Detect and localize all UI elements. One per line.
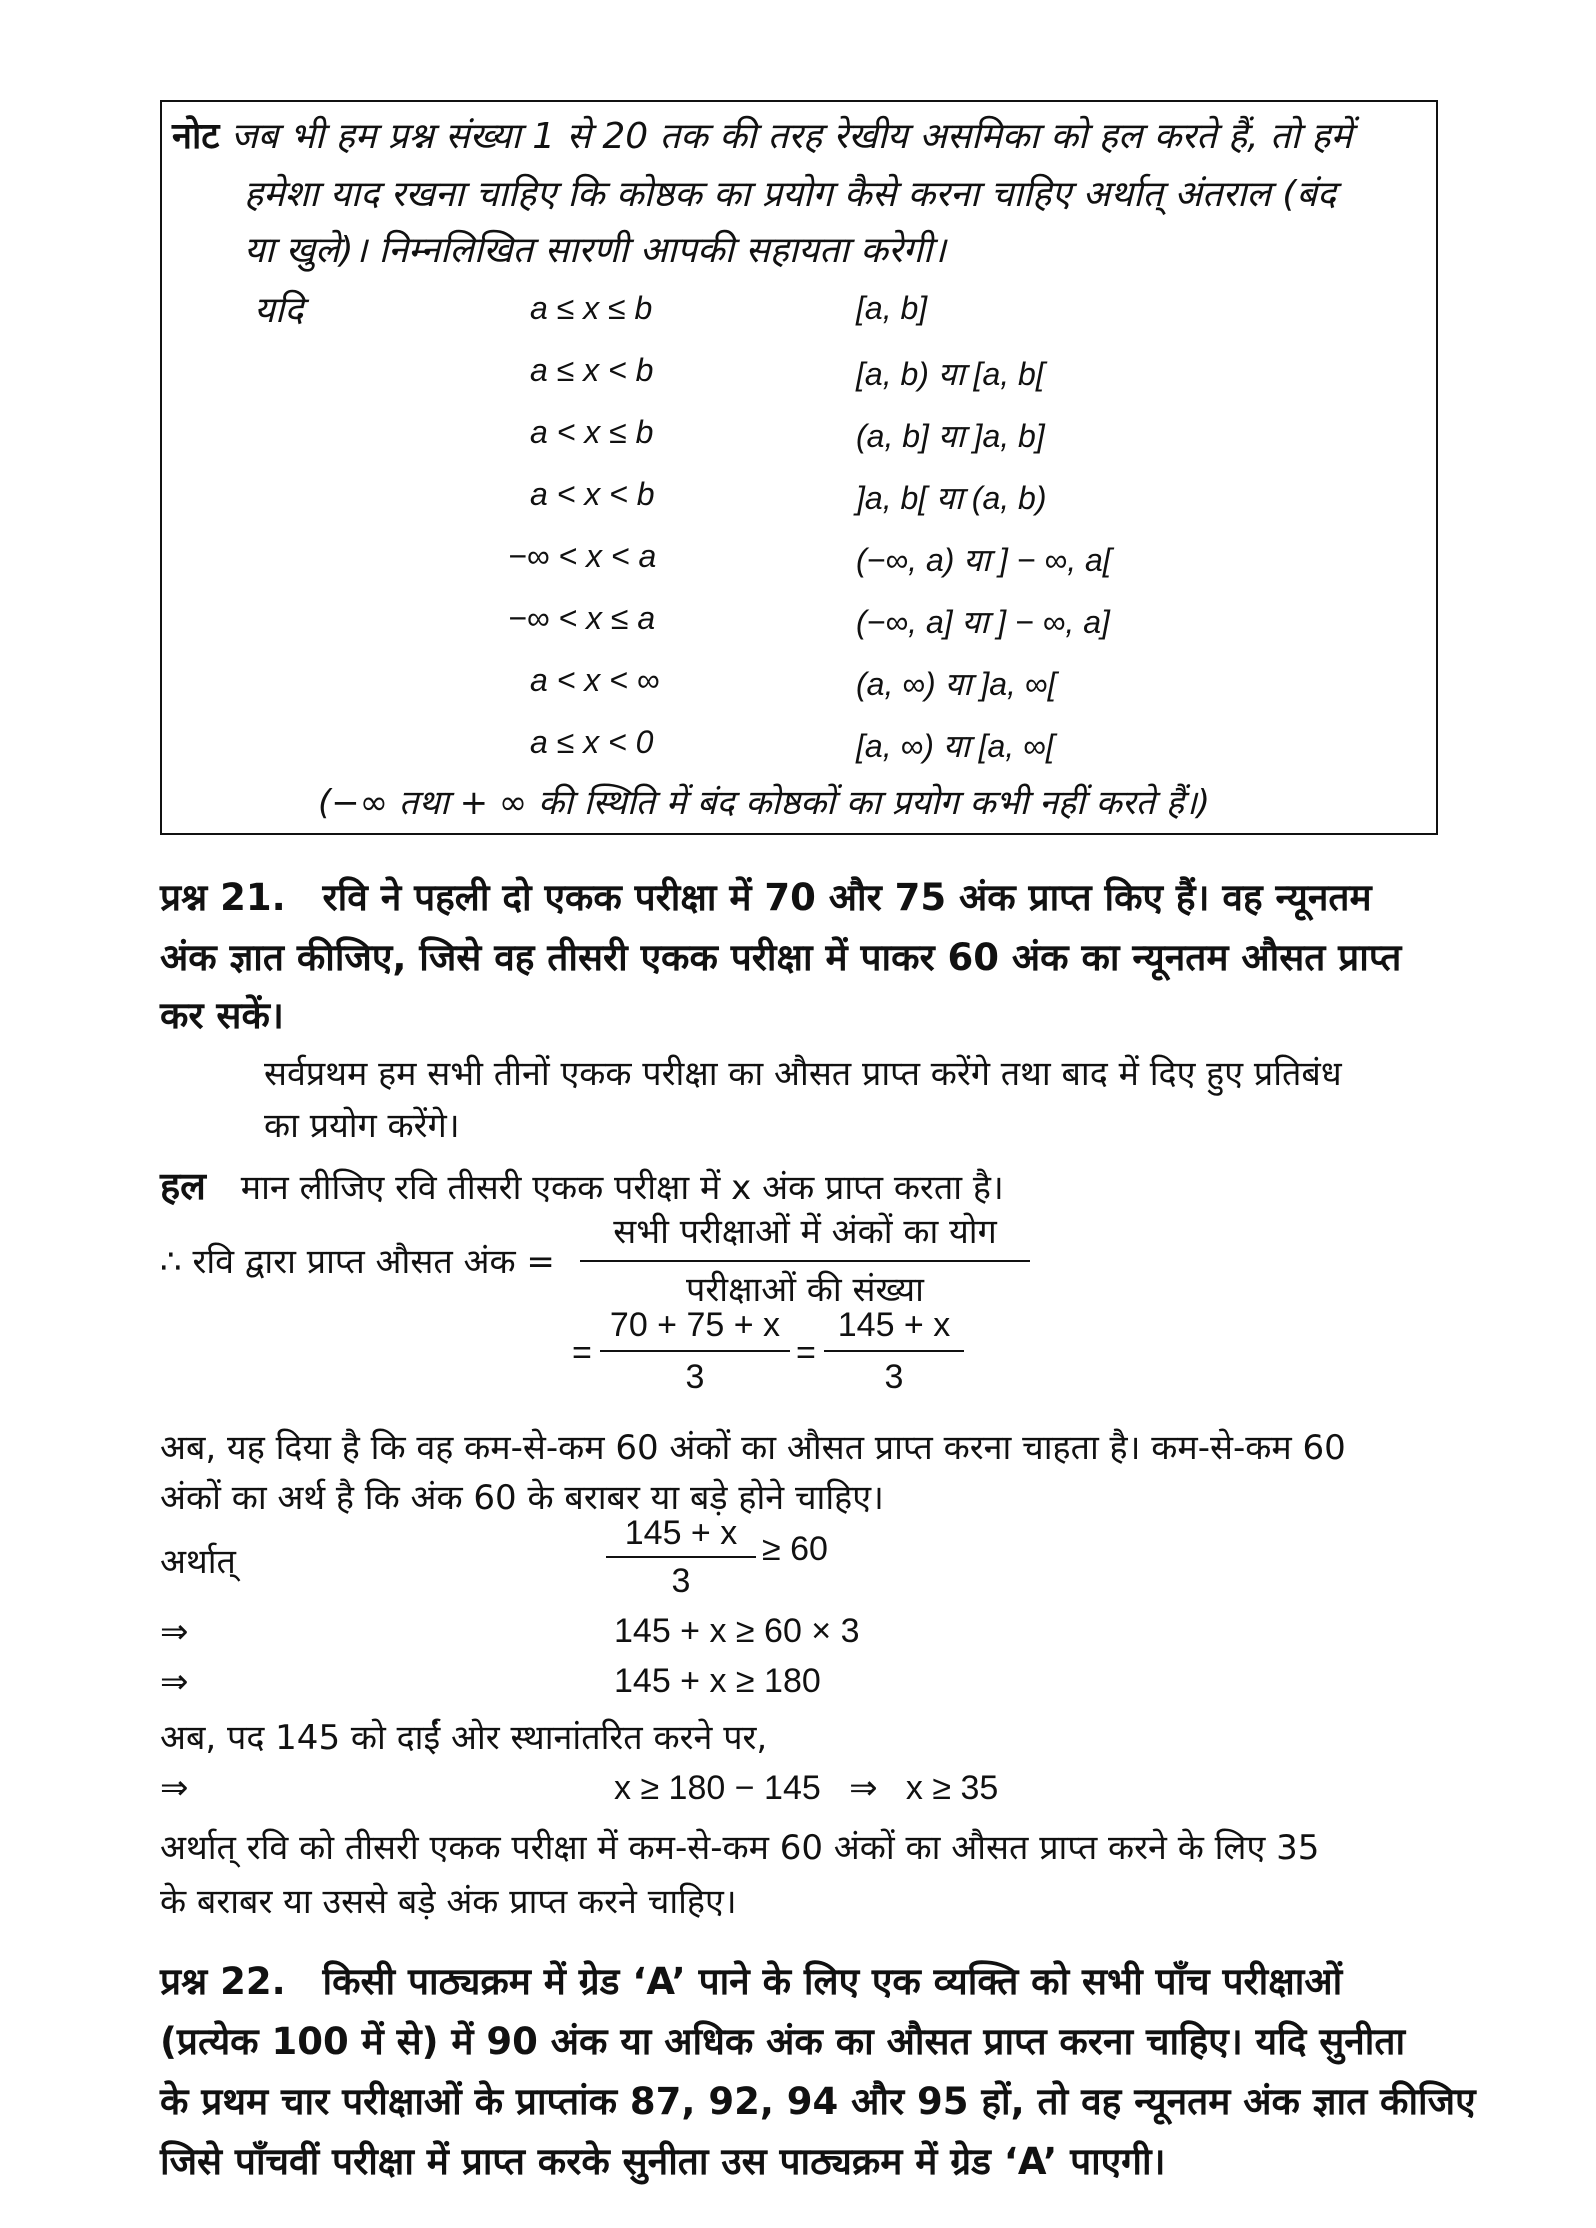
- table-condition: a < x < ∞: [530, 662, 660, 698]
- equals-sign: =: [572, 1334, 592, 1372]
- table-interval: [a, b]: [856, 290, 928, 326]
- fraction-2-denominator: 3: [884, 1358, 904, 1396]
- para-line-2: अंकों का अर्थ है कि अंक 60 के बराबर या बड़े होने चाहिए।: [160, 1478, 884, 1518]
- q21-line-1: [160, 868, 1372, 928]
- fraction-1: [600, 1300, 790, 1402]
- q21-line-3: कर सकें।: [160, 994, 284, 1037]
- avg-prefix: ∴ रवि द्वारा प्राप्त औसत अंक =: [160, 1242, 555, 1282]
- q22-line-3: के प्रथम चार परीक्षाओं के प्राप्तांक 87, 92, 94 और 95 हों, तो वह न्यूनतम अंक ज्ञात कीजिए: [160, 2080, 1476, 2123]
- table-condition: −∞ < x ≤ a: [508, 600, 656, 636]
- inequality-fraction: [606, 1510, 756, 1604]
- table-condition: a ≤ x < b: [530, 352, 654, 388]
- table-interval: (a, b] या ]a, b]: [856, 418, 1045, 454]
- table-interval: (−∞, a] या ] − ∞, a]: [856, 604, 1110, 640]
- move-text: अब, पद 145 को दाईं ओर स्थानांतरित करने पर,: [160, 1718, 768, 1758]
- implies-arrow: ⇒: [160, 1662, 189, 1702]
- note-line-2: हमेशा याद रखना चाहिए कि कोष्ठक का प्रयोग कैसे करना चाहिए अर्थात् अंतराल (बंद: [244, 174, 1337, 215]
- note-footer: (−∞ तथा + ∞ की स्थिति में बंद कोष्ठकों का प्रयोग कभी नहीं करते हैं।): [318, 783, 1211, 823]
- step-3: x ≥ 180 − 145 ⇒ x ≥ 35: [614, 1769, 999, 1807]
- q22-label: प्रश्न 22.: [160, 1960, 286, 2003]
- table-interval: (a, ∞) या ]a, ∞[: [856, 666, 1057, 702]
- table-condition: a < x ≤ b: [530, 414, 654, 450]
- table-condition: a < x < b: [530, 476, 655, 512]
- note-line-3: या खुले)। निम्नलिखित सारणी आपकी सहायता करेगी।: [244, 230, 946, 271]
- inequality-numerator: 145 + x: [606, 1510, 756, 1558]
- table-interval: ]a, b[ या (a, b): [856, 480, 1047, 516]
- avg-numerator: सभी परीक्षाओं में अंकों का योग: [580, 1204, 1030, 1262]
- q21-hint-2: का प्रयोग करेंगे।: [264, 1106, 460, 1146]
- solution-text: मान लीजिए रवि तीसरी एकक परीक्षा में x अंक प्राप्त करता है।: [240, 1168, 1004, 1208]
- note-text-1: जब भी हम प्रश्न संख्या 1 से 20 तक की तरह रेखीय असमिका को हल करते हैं, तो हमें: [230, 116, 1352, 157]
- note-label: नोट: [172, 116, 220, 157]
- implies-arrow: ⇒: [160, 1768, 189, 1808]
- conclusion-line-1: अर्थात् रवि को तीसरी एकक परीक्षा में कम-से-कम 60 अंकों का औसत प्राप्त करने के लिए 35: [160, 1828, 1320, 1868]
- table-interval: [a, b) या [a, b[: [856, 356, 1045, 392]
- q21-label: प्रश्न 21.: [160, 876, 286, 919]
- q21-line-2: अंक ज्ञात कीजिए, जिसे वह तीसरी एकक परीक्षा में पाकर 60 अंक का न्यूनतम औसत प्राप्त: [160, 936, 1402, 979]
- table-interval: [a, ∞) या [a, ∞[: [856, 728, 1055, 764]
- inequality-denominator: 3: [671, 1562, 691, 1600]
- q22-line-4: जिसे पाँचवीं परीक्षा में प्राप्त करके सुनीता उस पाठ्यक्रम में ग्रेड ‘A’ पाएगी।: [160, 2140, 1166, 2183]
- fraction-1-denominator: 3: [685, 1358, 705, 1396]
- q22-line-2: (प्रत्येक 100 में से) में 90 अंक या अधिक अंक का औसत प्राप्त करना चाहिए। यदि सुनीता: [160, 2020, 1406, 2063]
- arthat-label: अर्थात्: [160, 1542, 236, 1582]
- note-line-1: [172, 108, 1352, 166]
- step-1: 145 + x ≥ 60 × 3: [614, 1612, 860, 1650]
- fraction-2-numerator: 145 + x: [824, 1300, 964, 1352]
- fraction-1-numerator: 70 + 75 + x: [600, 1300, 790, 1352]
- fraction-2: [824, 1300, 964, 1402]
- equals-sign-2: =: [796, 1334, 816, 1372]
- q22-text-1: किसी पाठ्यक्रम में ग्रेड ‘A’ पाने के लिए एक व्यक्ति को सभी पाँच परीक्षाओं: [322, 1960, 1343, 2003]
- q22-line-1: [160, 1952, 1342, 2012]
- table-condition: a ≤ x < 0: [530, 724, 654, 760]
- table-interval: (−∞, a) या ] − ∞, a[: [856, 542, 1112, 578]
- para-line-1: अब, यह दिया है कि वह कम-से-कम 60 अंकों का औसत प्राप्त करना चाहता है। कम-से-कम 60: [160, 1428, 1346, 1468]
- solution-label: हल: [160, 1164, 206, 1208]
- step-2: 145 + x ≥ 180: [614, 1662, 821, 1700]
- q21-text-1: रवि ने पहली दो एकक परीक्षा में 70 और 75 अंक प्राप्त किए हैं। वह न्यूनतम: [322, 876, 1372, 919]
- implies-arrow: ⇒: [160, 1612, 189, 1652]
- conclusion-line-2: के बराबर या उससे बड़े अंक प्राप्त करने चाहिए।: [160, 1882, 737, 1922]
- inequality-rhs: ≥ 60: [762, 1530, 828, 1568]
- table-condition: a ≤ x ≤ b: [530, 290, 653, 326]
- table-condition: −∞ < x < a: [508, 538, 657, 574]
- q21-hint-1: सर्वप्रथम हम सभी तीनों एकक परीक्षा का औसत प्राप्त करेंगे तथा बाद में दिए हुए प्रतिबंध: [264, 1054, 1342, 1094]
- note-table-label: यदि: [254, 290, 304, 331]
- avg-denominator: परीक्षाओं की संख्या: [686, 1270, 924, 1310]
